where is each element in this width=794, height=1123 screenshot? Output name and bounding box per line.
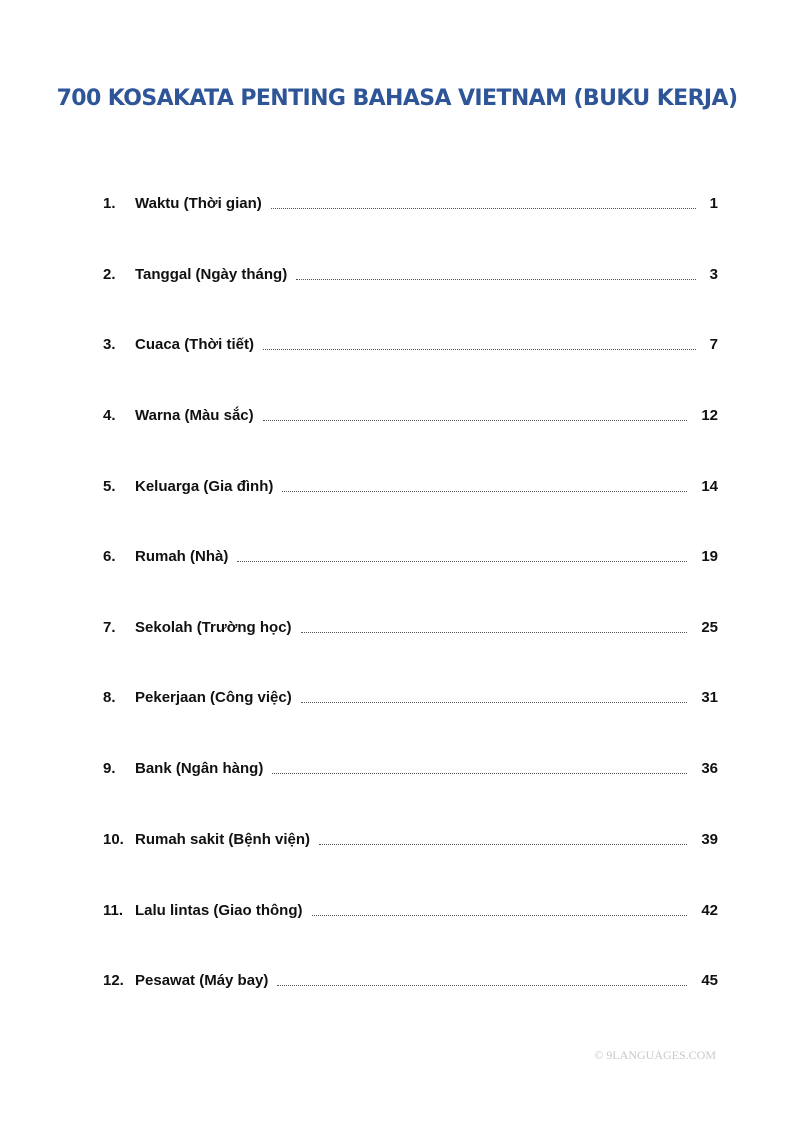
dot-leader	[301, 702, 688, 703]
page-title: 700 KOSAKATA PENTING BAHASA VIETNAM (BUKU KERJA)	[56, 86, 738, 111]
toc-entry-label: Rumah sakit (Bệnh viện)	[135, 831, 311, 848]
toc-entry-label: Pesawat (Máy bay)	[135, 972, 269, 989]
toc-entry-label: Tanggal (Ngày tháng)	[135, 266, 288, 283]
toc-entry-label: Keluarga (Gia đình)	[135, 478, 274, 495]
toc-entry-number: 3.	[103, 336, 116, 353]
toc-entry[interactable]	[103, 334, 718, 356]
dot-leader	[282, 491, 687, 492]
toc-entry-page: 12	[701, 407, 718, 424]
toc-entry-page: 42	[701, 902, 718, 919]
toc-entry[interactable]	[103, 617, 718, 639]
toc-entry-page: 7	[709, 336, 718, 353]
toc-entry-page: 45	[701, 972, 718, 989]
toc-entry-label: Waktu (Thời gian)	[135, 195, 262, 212]
dot-leader	[296, 279, 695, 280]
toc-entry[interactable]	[103, 476, 718, 498]
toc-entry-number: 6.	[103, 548, 116, 565]
toc-entry[interactable]	[103, 687, 718, 709]
toc-entry[interactable]	[103, 193, 718, 215]
toc-entry-label: Bank (Ngân hàng)	[135, 760, 264, 777]
toc-entry[interactable]	[103, 758, 718, 780]
toc-entry-number: 11.	[103, 902, 124, 919]
toc-entry-page: 3	[709, 266, 718, 283]
toc-entry-number: 10.	[103, 831, 124, 848]
toc-entry[interactable]	[103, 900, 718, 922]
dot-leader	[301, 632, 688, 633]
dot-leader	[263, 349, 696, 350]
toc-entry-page: 14	[701, 478, 718, 495]
dot-leader	[277, 985, 687, 986]
toc-entry[interactable]	[103, 546, 718, 568]
dot-leader	[263, 420, 688, 421]
toc-entry-page: 1	[709, 195, 718, 212]
toc-entry-page: 36	[701, 760, 718, 777]
toc-entry[interactable]	[103, 405, 718, 427]
toc-entry-page: 19	[701, 548, 718, 565]
toc-entry-label: Pekerjaan (Công việc)	[135, 689, 292, 706]
dot-leader	[271, 208, 696, 209]
toc-entry-number: 1.	[103, 195, 116, 212]
dot-leader	[272, 773, 687, 774]
toc-entry-number: 7.	[103, 619, 116, 636]
dot-leader	[312, 915, 688, 916]
toc-entry-number: 9.	[103, 760, 116, 777]
toc-entry-number: 5.	[103, 478, 116, 495]
toc-entry-label: Lalu lintas (Giao thông)	[135, 902, 303, 919]
footer-copyright: © 9LANGUAGES.COM	[594, 1048, 716, 1062]
toc-entry[interactable]	[103, 264, 718, 286]
toc-entry[interactable]	[103, 829, 718, 851]
toc-entry-label: Warna (Màu sắc)	[135, 407, 254, 424]
toc-entry-page: 39	[701, 831, 718, 848]
toc-entry-page: 25	[701, 619, 718, 636]
toc-entry-number: 8.	[103, 689, 116, 706]
dot-leader	[319, 844, 687, 845]
toc-entry-number: 4.	[103, 407, 116, 424]
toc-entry-label: Sekolah (Trường học)	[135, 619, 292, 636]
dot-leader	[237, 561, 687, 562]
toc-entry-number: 12.	[103, 972, 124, 989]
toc-entry-number: 2.	[103, 266, 116, 283]
toc-entry[interactable]	[103, 970, 718, 992]
toc-entry-label: Rumah (Nhà)	[135, 548, 229, 565]
toc-entry-page: 31	[701, 689, 718, 706]
toc-entry-label: Cuaca (Thời tiết)	[135, 336, 255, 353]
